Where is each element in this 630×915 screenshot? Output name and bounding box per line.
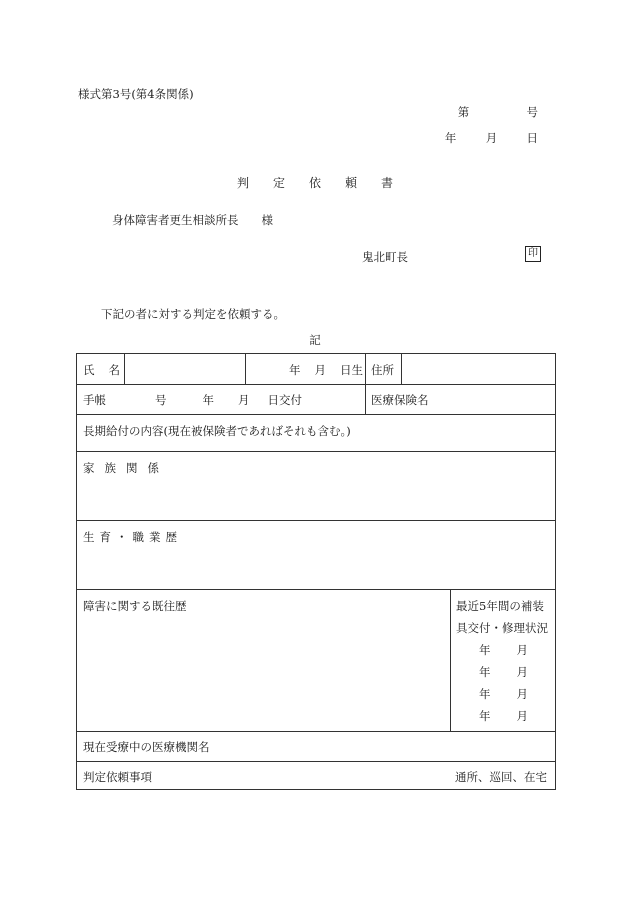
request-statement: 下記の者に対する判定を依頼する。: [101, 307, 285, 321]
family-relations-label: [83, 460, 159, 476]
long-term-benefits-label: 長期給付の内容(現在被保険者であればそれも含む。): [83, 424, 351, 438]
column-divider: [365, 354, 366, 414]
handbook-issue-label: [155, 392, 302, 408]
birth-year: 年: [289, 363, 301, 377]
history-char: 生: [83, 530, 95, 544]
issue-day: 日交付: [267, 393, 302, 407]
form-number-label: 様式第3号(第4条関係): [78, 87, 194, 101]
issue-number: 号: [155, 393, 167, 407]
date-day: 日: [526, 131, 538, 145]
row-divider: [77, 414, 555, 415]
entry-year: 年: [479, 665, 491, 679]
history-char: 育: [99, 530, 111, 544]
addressee: 身体障害者更生相談所長 様: [112, 213, 273, 227]
history-char: 歴: [165, 530, 177, 544]
equipment-entry: [479, 686, 528, 702]
judgment-items-label: 判定依頼事項: [83, 770, 152, 784]
row-divider: [77, 451, 555, 452]
issue-month: 月: [238, 393, 250, 407]
name-label-char: 氏: [83, 363, 95, 377]
title-char: 依: [308, 176, 321, 190]
handbook-label: 手帳: [83, 393, 106, 407]
document-date: [445, 130, 538, 146]
upbringing-occupation-label: [83, 529, 177, 545]
row-divider: [77, 731, 555, 732]
title-char: 頼: [345, 176, 358, 190]
seal-mark: 印: [525, 246, 541, 262]
entry-year: 年: [479, 687, 491, 701]
entry-month: 月: [516, 709, 528, 723]
title-char: 判: [236, 176, 249, 190]
disability-history-label: 障害に関する既往歴: [83, 599, 187, 613]
medical-institution-label: 現在受療中の医療機関名: [83, 740, 210, 754]
name-label: [83, 362, 120, 378]
history-char: 業: [149, 530, 161, 544]
document-number: [458, 104, 538, 120]
row-divider: [77, 761, 555, 762]
equipment-heading-line2: 具交付・修理状況: [456, 621, 548, 635]
number-prefix: 第: [457, 105, 470, 119]
family-char: 係: [147, 461, 159, 475]
history-char: ・: [116, 530, 128, 544]
date-month: 月: [485, 131, 498, 145]
number-suffix: 号: [526, 105, 538, 119]
issue-year: 年: [202, 393, 214, 407]
family-char: 家: [83, 461, 95, 475]
judgment-types: 通所、巡回、在宅: [455, 770, 547, 784]
column-divider: [124, 354, 125, 384]
birth-month: 月: [314, 363, 326, 377]
entry-month: 月: [516, 665, 528, 679]
entry-year: 年: [479, 643, 491, 657]
history-char: 職: [132, 530, 144, 544]
column-divider: [450, 589, 451, 731]
request-form-table: [76, 353, 556, 790]
column-divider: [245, 354, 246, 384]
row-divider: [77, 384, 555, 385]
title-char: 書: [381, 176, 394, 190]
name-label-char: 名: [108, 363, 120, 377]
address-label: 住所: [371, 363, 394, 377]
family-char: 関: [126, 461, 138, 475]
family-char: 族: [104, 461, 116, 475]
date-year: 年: [444, 131, 457, 145]
row-divider: [77, 589, 555, 590]
entry-month: 月: [516, 687, 528, 701]
title-char: 定: [272, 176, 285, 190]
birth-day: 日生: [340, 363, 363, 377]
equipment-heading-line1: 最近5年間の補装: [456, 599, 544, 613]
equipment-entry: [479, 664, 528, 680]
entry-year: 年: [479, 709, 491, 723]
document-title: [0, 174, 630, 191]
equipment-entry: [479, 708, 528, 724]
entry-month: 月: [516, 643, 528, 657]
row-divider: [77, 520, 555, 521]
column-divider: [401, 354, 402, 384]
sender-name: 鬼北町長: [362, 250, 408, 264]
ki-heading: 記: [309, 333, 321, 347]
medical-insurance-label: 医療保険名: [371, 393, 429, 407]
birth-date-label: [289, 362, 363, 378]
equipment-entry: [479, 642, 528, 658]
